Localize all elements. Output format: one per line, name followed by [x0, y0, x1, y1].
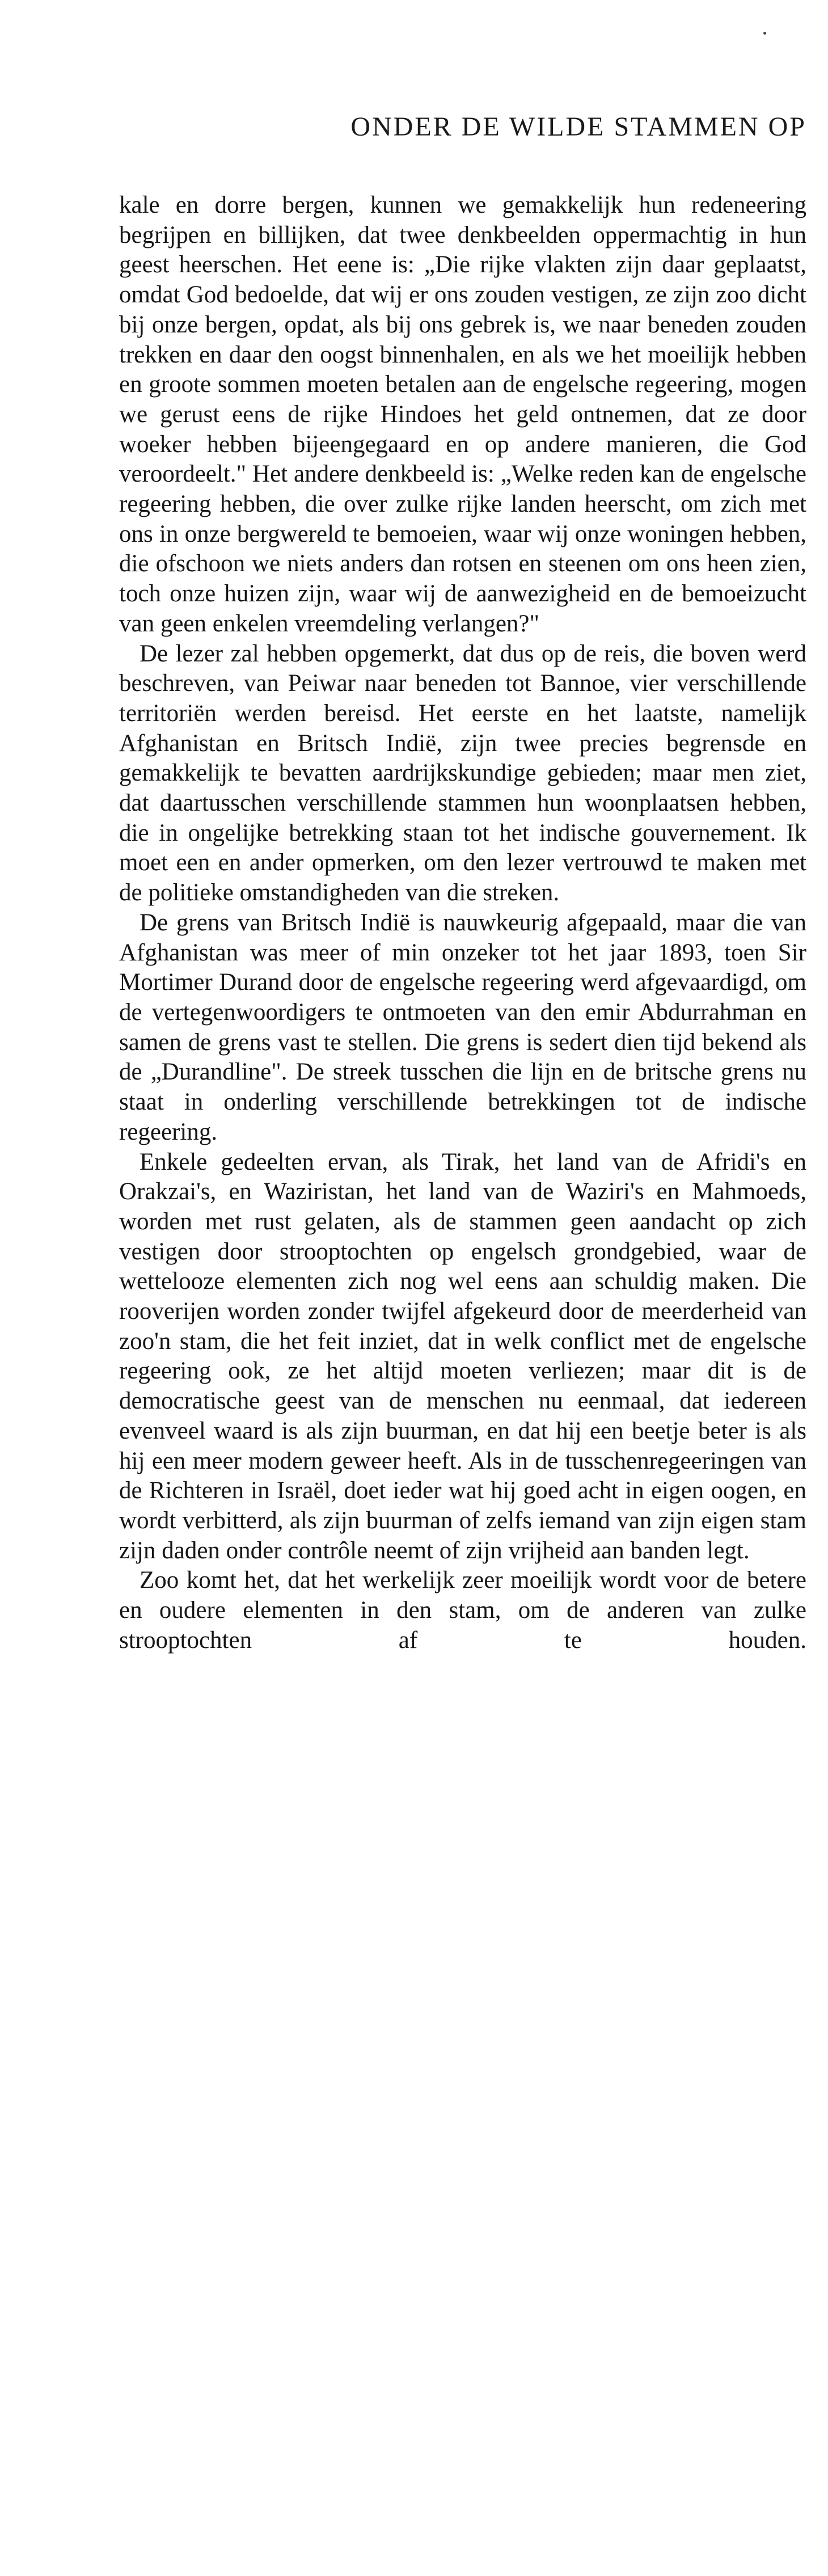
paragraph-4: Enkele gedeelten ervan, als Tirak, het land van de Afridi's en Orakzai's, en Waziristan, het land van de Waziri's en Mahmoeds, worden met rust gelaten, als de stammen geen aandacht op zich vestigen door strooptochten op engelsch grondgebied, waar de wettelooze elementen zich nog wel eens aan schuldig maken. Die rooverijen worden zonder twijfel afgekeurd door de meerderheid van zoo'n stam, die het feit inziet, dat in welk conflict met de engelsche regeering ook, ze het altijd moeten verliezen; maar dit is de democratische geest van de menschen nu eenmaal, dat iedereen evenveel waard is als zijn buurman, en dat hij een beetje beter is als hij een meer modern geweer heeft. Als in de tusschenregeeringen van de Richteren in Israël, doet ieder wat hij goed acht in eigen oogen, en wordt verbitterd, als zijn buurman of zelfs iemand van zijn eigen stam zijn daden onder contrôle neemt of zijn vrijheid aan banden legt.	[119, 1148, 806, 1564]
body-text	[119, 191, 806, 1655]
paragraph-1: kale en dorre bergen, kunnen we gemakkelijk hun redeneering begrijpen en billijken, dat twee denkbeelden oppermachtig in hun geest heerschen. Het eene is: „Die rijke vlakten zijn daar geplaatst, omdat God bedoelde, dat wij er ons zouden vestigen, ze zijn zoo dicht bij onze bergen, opdat, als bij ons gebrek is, we naar beneden zouden trekken en daar den oogst binnenhalen, en als we het moeilijk hebben en groote sommen moeten betalen aan de engelsche regeering, mogen we gerust eens de rijke Hindoes het geld ontnemen, dat ze door woeker hebben bijeengegaard en op andere manieren, die God veroordeelt." Het andere denkbeeld is: „Welke reden kan de engelsche regeering hebben, die over zulke rijke landen heerscht, om zich met ons in onze bergwereld te bemoeien, waar wij onze woningen hebben, die ofschoon we niets anders dan rotsen en steenen om ons heen zien, toch onze huizen zijn, waar wij de aanwezigheid en de bemoeizucht van geen enkelen vreemdeling verlangen?"	[119, 192, 806, 637]
paragraph-5: Zoo komt het, dat het werkelijk zeer moeilijk wordt voor de betere en oudere elementen in den stam, om de anderen van zulke strooptochten af te houden.	[119, 1567, 806, 1654]
paragraph-3: De grens van Britsch Indië is nauwkeurig afgepaald, maar die van Afghanistan was meer of min onzeker tot het jaar 1893, toen Sir Mortimer Durand door de engelsche regeering werd afgevaardigd, om de vertegenwoordigers te ontmoeten van den emir Abdurrahman en samen de grens vast te stellen. Die grens is sedert dien tijd bekend als de „Durandline". De streek tusschen die lijn en de britsche grens nu staat in onderling verschillende betrekkingen tot de indische regeering.	[119, 909, 806, 1145]
print-speck	[763, 32, 766, 35]
paragraph-2: De lezer zal hebben opgemerkt, dat dus op de reis, die boven werd beschreven, van Peiwar naar beneden tot Bannoe, vier verschillende territoriën werden bereisd. Het eerste en het laatste, namelijk Afghanistan en Britsch Indië, zijn twee precies begrensde en gemakkelijk te bevatten aardrijkskundige gebieden; maar men ziet, dat daartusschen verschillende stammen hun woonplaatsen hebben, die in ongelijke betrekking staan tot het indische gouvernement. Ik moet een en ander opmerken, om den lezer vertrouwd te maken met de politieke omstandigheden van die streken.	[119, 640, 806, 907]
running-head-title: ONDER DE WILDE STAMMEN OP	[350, 112, 806, 142]
